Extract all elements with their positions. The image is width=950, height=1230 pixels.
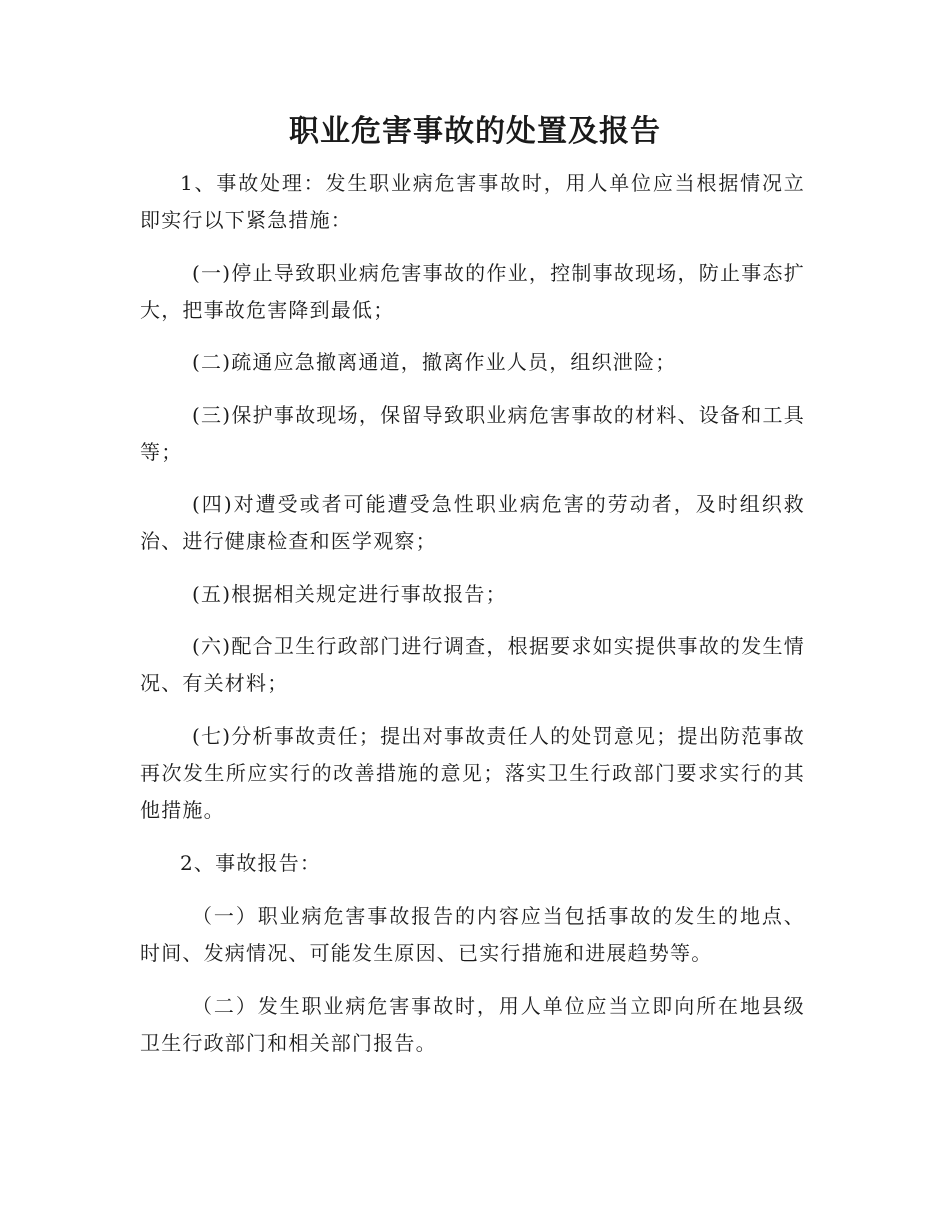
paragraph-measure-2: (二)疏通应急撤离通道，撤离作业人员，组织泄险； — [192, 350, 677, 374]
paragraph-measure-3: (三)保护事故现场，保留导致职业病危害事故的材料、设备和工具等； — [140, 403, 805, 464]
paragraph-incident-handling: 1、事故处理：发生职业病危害事故时，用人单位应当根据情况立即实行以下紧急措施： — [140, 171, 805, 232]
paragraph-measure-5: (五)根据相关规定进行事故报告； — [192, 582, 507, 606]
paragraph-measure-7: (七)分析事故责任；提出对事故责任人的处罚意见；提出防范事故再次发生所应实行的改善措施的意见；落实卫生行政部门要求实行的其他措施。 — [140, 724, 805, 822]
paragraph-incident-report: 2、事故报告： — [180, 851, 322, 875]
paragraph-report-1: （一）职业病危害事故报告的内容应当包括事故的发生的地点、时间、发病情况、可能发生原因、已实行措施和进展趋势等。 — [140, 904, 805, 965]
paragraph-measure-6: (六)配合卫生行政部门进行调查，根据要求如实提供事故的发生情况、有关材料； — [140, 634, 805, 695]
document-title: 职业危害事故的处置及报告 — [289, 114, 661, 149]
paragraph-measure-1: (一)停止导致职业病危害事故的作业，控制事故现场，防止事态扩大，把事故危害降到最低； — [140, 261, 805, 322]
paragraph-measure-4: (四)对遭受或者可能遭受急性职业病危害的劳动者，及时组织救治、进行健康检查和医学观察； — [140, 492, 805, 553]
paragraph-report-2: （二）发生职业病危害事故时，用人单位应当立即向所在地县级卫生行政部门和相关部门报告。 — [140, 994, 805, 1055]
